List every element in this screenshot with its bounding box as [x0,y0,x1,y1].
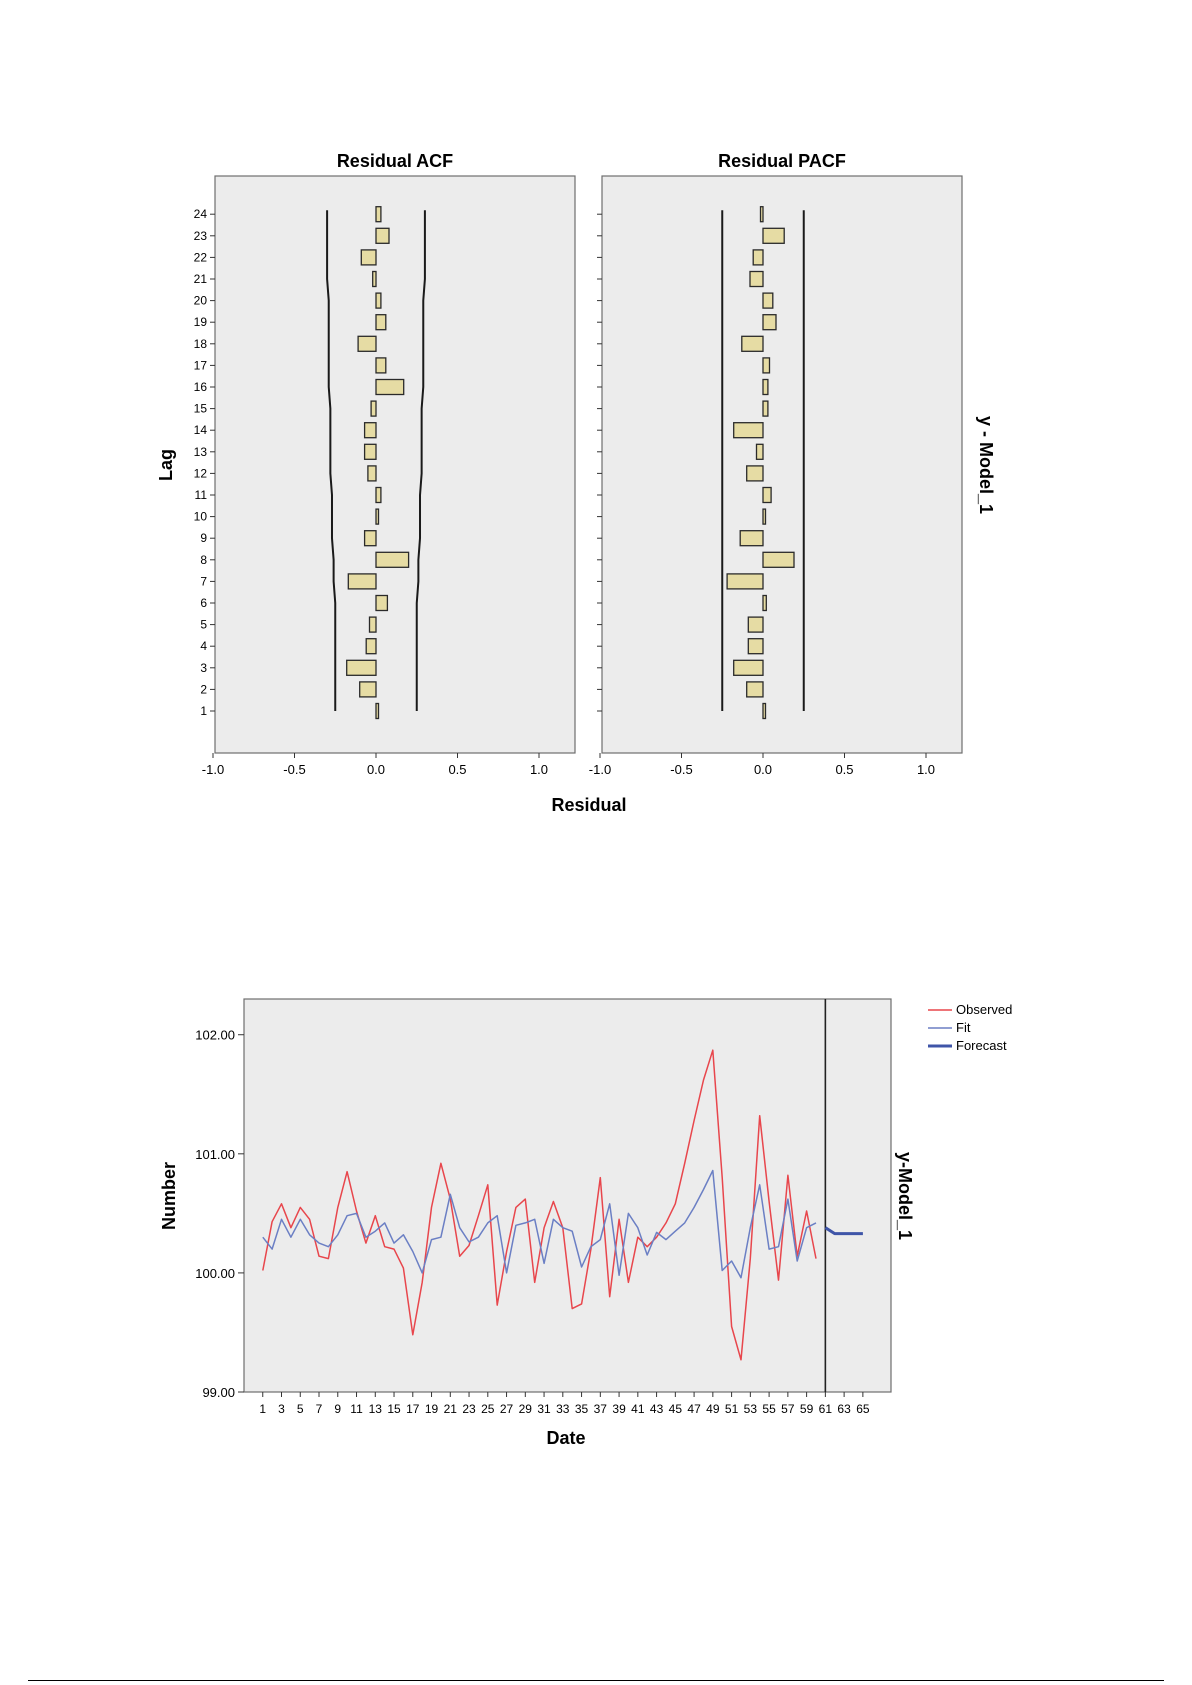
lag-tick-label: 15 [193,401,207,416]
ts-y-tick-label: 100.00 [195,1265,235,1281]
pacf-bar-lag-12 [747,466,763,481]
acf-bar-lag-11 [376,488,381,503]
pacf-bar-lag-5 [748,617,763,632]
acf-bar-lag-12 [368,466,376,481]
pacf-bar-lag-22 [753,250,763,265]
lag-tick-label: 8 [200,552,207,567]
lag-tick-label: 3 [200,660,207,675]
pacf-bar-lag-9 [740,531,763,546]
lag-tick-label: 4 [200,639,207,654]
lag-tick-label: 9 [200,531,207,546]
acf-x-tick-label: -1.0 [201,762,225,777]
lag-tick-label: 1 [200,704,207,718]
pacf-bar-lag-17 [763,358,770,373]
lag-tick-label: 11 [194,488,207,502]
ts-x-tick-label: 55 [762,1402,776,1416]
pacf-bar-lag-1 [763,704,766,719]
pacf-bar-lag-20 [763,293,773,308]
acf-bar-lag-20 [376,293,381,308]
pacf-bar-lag-3 [734,660,763,675]
acf-bar-lag-17 [376,358,386,373]
pacf-bar-lag-16 [763,380,768,395]
ts-x-tick-label: 9 [334,1402,342,1416]
ts-y-tick-label: 102.00 [195,1027,235,1043]
pacf-panel-frame [602,176,962,753]
lag-tick-label: 6 [200,596,207,610]
acf-bar-lag-7 [348,574,376,589]
lag-tick-label: 19 [193,315,207,330]
lag-tick-label: 16 [193,380,207,394]
ts-side-label: y-Model_1 [895,1151,915,1241]
lag-tick-label: 21 [193,272,207,286]
ts-x-tick-label: 59 [799,1402,814,1416]
acf-x-tick-label: 0.5 [448,762,467,777]
pacf-bar-lag-13 [757,444,764,459]
ts-x-tick-label: 61 [818,1402,833,1416]
lag-tick-label: 14 [193,423,207,438]
acf-x-tick-label: 1.0 [529,762,549,777]
ts-x-tick-label: 37 [593,1402,607,1416]
ts-x-tick-label: 7 [315,1402,323,1416]
timeseries-figure [159,999,1012,1448]
ts-x-tick-label: 39 [612,1402,626,1416]
acf-bar-lag-9 [365,531,376,546]
ts-x-tick-label: 49 [706,1402,720,1416]
acf-y-axis-label: Lag [156,448,176,482]
acf-bar-lag-23 [376,228,389,243]
pacf-bar-lag-8 [763,552,794,567]
acf-bar-lag-5 [370,617,377,632]
ts-x-tick-label: 45 [668,1402,683,1416]
pacf-bar-lag-21 [750,272,763,287]
pacf-bar-lag-18 [742,336,763,351]
ts-x-tick-label: 1 [259,1402,267,1416]
ts-x-tick-label: 43 [649,1402,664,1416]
acf-bar-lag-21 [373,272,376,287]
pacf-x-tick-label: 0.0 [753,762,773,777]
ts-x-tick-label: 53 [743,1402,758,1416]
ts-x-tick-label: 31 [537,1402,551,1416]
acf-bar-lag-16 [376,380,404,395]
ts-x-tick-label: 15 [387,1402,401,1416]
ts-x-tick-label: 41 [631,1402,645,1416]
pacf-x-tick-label: 0.5 [835,762,854,777]
ts-x-tick-label: 17 [406,1402,420,1416]
acf-bar-lag-14 [365,423,376,438]
pacf-bar-lag-24 [761,207,764,222]
acf-bar-lag-3 [347,660,376,675]
pacf-x-tick-label: -0.5 [670,762,693,777]
ts-x-tick-label: 33 [556,1402,570,1416]
acf-bar-lag-2 [360,682,376,697]
ts-x-tick-label: 3 [278,1402,285,1416]
ts-x-tick-label: 63 [837,1402,851,1416]
ts-y-axis-label: Number [159,1161,179,1231]
legend-label-fit: Fit [956,1020,971,1035]
ts-x-tick-label: 25 [481,1402,495,1416]
lag-tick-label: 7 [200,574,207,589]
acf-bar-lag-15 [371,401,376,416]
footer-rule [28,1680,1164,1681]
acf-bar-lag-1 [376,704,379,719]
ts-legend [928,1002,1012,1053]
acf-bar-lag-18 [358,336,376,351]
ts-y-tick-label: 101.00 [195,1146,235,1162]
acf-side-label: y - Model_1 [976,415,996,515]
ts-x-tick-label: 13 [368,1402,382,1416]
lag-tick-label: 13 [193,444,207,459]
ts-x-tick-label: 65 [856,1402,870,1416]
ts-y-tick-label: 99.00 [202,1385,235,1400]
acf-panel-frame [215,176,575,753]
pacf-panel-title: Residual PACF [718,151,846,171]
ts-x-tick-label: 51 [724,1402,739,1416]
pacf-bar-lag-4 [748,639,763,654]
pacf-bar-lag-15 [763,401,768,416]
ts-x-tick-label: 23 [462,1402,476,1416]
legend-label-forecast: Forecast [956,1038,1007,1053]
ts-x-tick-label: 57 [781,1402,795,1416]
ts-x-tick-label: 47 [687,1402,701,1416]
pacf-bar-lag-6 [763,596,766,611]
acf-x-tick-label: 0.0 [366,762,386,777]
lag-tick-label: 12 [193,466,207,481]
ts-x-tick-label: 5 [296,1402,304,1416]
pacf-bar-lag-7 [727,574,763,589]
acf-bar-lag-6 [376,596,387,611]
pacf-bar-lag-11 [763,488,771,503]
pacf-bar-lag-10 [763,509,766,524]
lag-tick-label: 17 [193,358,207,373]
pacf-bar-lag-19 [763,315,776,330]
lag-tick-label: 5 [200,617,207,632]
ts-x-tick-label: 21 [443,1402,457,1416]
lag-tick-label: 24 [193,207,207,222]
acf-bar-lag-19 [376,315,386,330]
pacf-bar-lag-2 [747,682,763,697]
acf-bar-lag-8 [376,552,409,567]
pacf-bar-lag-23 [763,228,784,243]
acf-bar-lag-4 [366,639,376,654]
ts-x-tick-label: 35 [574,1402,589,1416]
ts-x-tick-label: 19 [424,1402,439,1416]
pacf-x-tick-label: 1.0 [916,762,936,777]
pacf-x-tick-label: -1.0 [588,762,612,777]
acf-bar-lag-22 [361,250,376,265]
pacf-bar-lag-14 [734,423,763,438]
acf-x-tick-label: -0.5 [283,762,306,777]
ts-x-tick-label: 27 [499,1402,514,1416]
legend-label-observed: Observed [956,1002,1013,1017]
lag-tick-label: 2 [200,682,207,697]
lag-tick-label: 22 [193,250,207,265]
acf-bar-lag-13 [365,444,376,459]
ts-x-tick-label: 11 [350,1402,363,1416]
ts-x-axis-label: Date [546,1428,586,1448]
lag-tick-label: 23 [193,228,207,243]
acf-bar-lag-24 [376,207,381,222]
acf-figure [156,151,996,815]
ts-x-tick-label: 29 [518,1402,532,1416]
acf-panel-title: Residual ACF [336,151,454,171]
acf-bar-lag-10 [376,509,379,524]
lag-tick-label: 18 [193,336,207,351]
acf-x-axis-label: Residual [551,795,627,815]
lag-tick-label: 10 [193,509,207,524]
lag-tick-label: 20 [193,293,207,308]
